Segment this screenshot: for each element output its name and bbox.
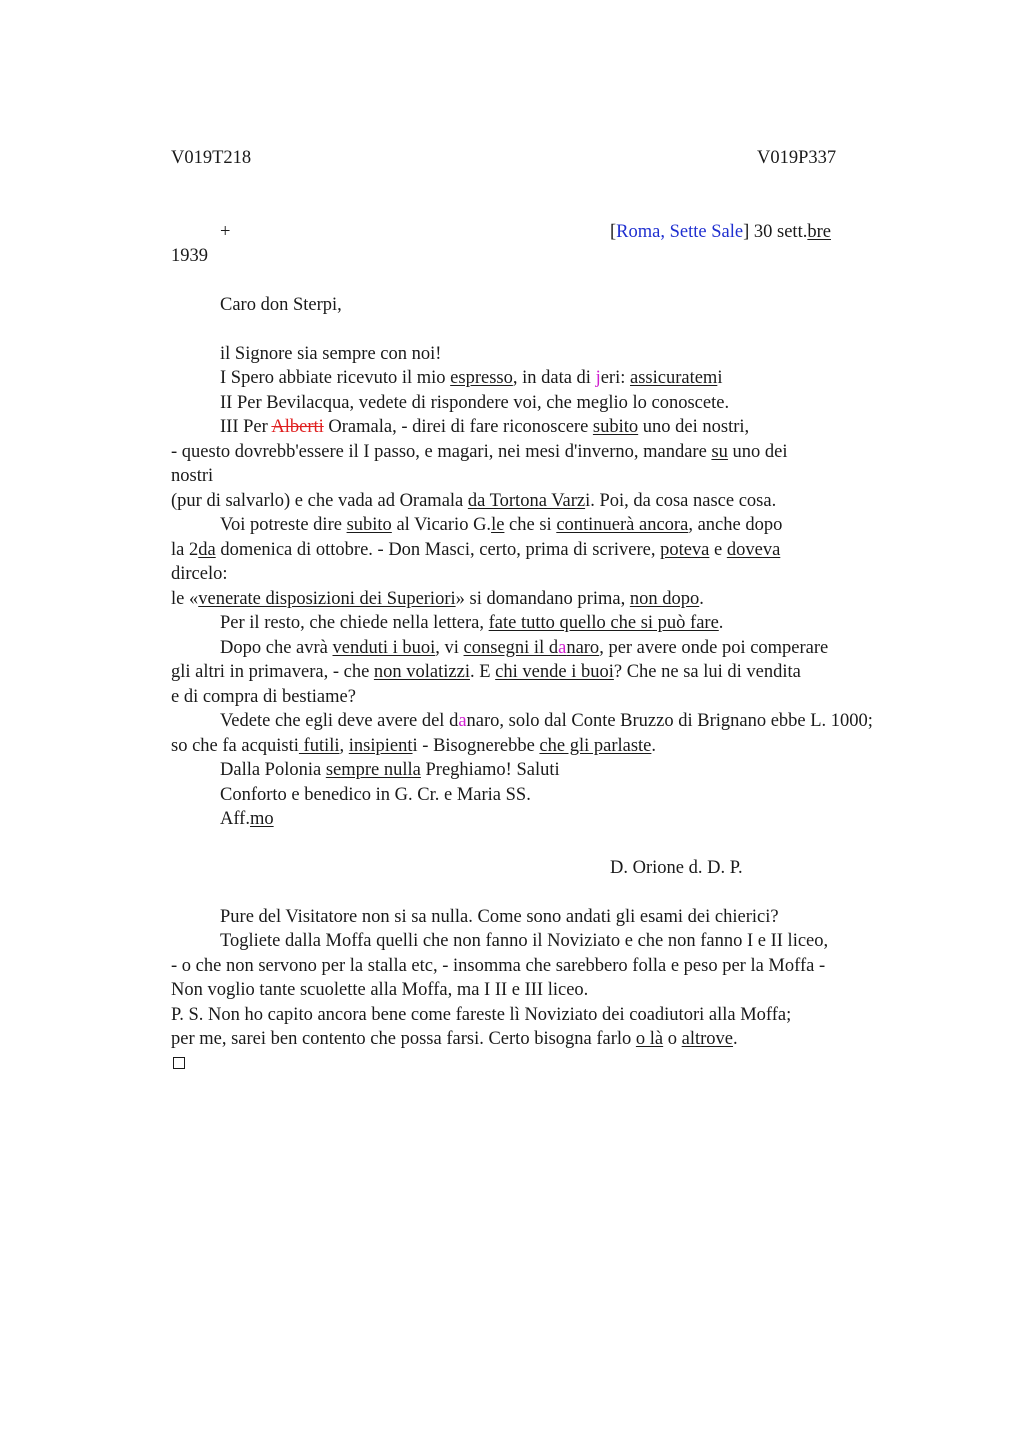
text-fragment: mo bbox=[249, 809, 274, 829]
text-fragment: naro, solo dal Conte Bruzzo di Brignano ebbe L. 1000; bbox=[466, 711, 873, 731]
postscript-line-05: P. S. Non ho capito ancora bene come fareste lì Noviziato dei coadiutori alla Moffa; bbox=[171, 1005, 792, 1025]
letter-line-01: il Signore sia sempre con noi! bbox=[220, 344, 442, 364]
letter-line-20 bbox=[220, 808, 274, 830]
struck-word: Alberti bbox=[271, 417, 324, 437]
text-fragment: III Per bbox=[220, 417, 272, 437]
text-fragment: continuerà ancora bbox=[556, 515, 689, 535]
text-fragment: naro bbox=[566, 638, 600, 658]
letter-line-19: Conforto e benedico in G. Cr. e Maria SS. bbox=[220, 785, 531, 805]
text-fragment: sempre nulla bbox=[325, 760, 421, 780]
header-right-code: V019P337 bbox=[757, 148, 837, 168]
text-fragment: Per il resto, che chiede nella lettera, bbox=[220, 613, 489, 633]
text-fragment: su bbox=[711, 442, 728, 462]
postscript-line-01: Pure del Visitatore non si sa nulla. Come sono andati gli esami dei chierici? bbox=[220, 907, 779, 927]
text-fragment: gli altri in primavera, - che bbox=[171, 662, 374, 682]
place-date-line bbox=[610, 221, 831, 243]
text-fragment: , per avere onde poi comperare bbox=[599, 638, 829, 658]
signature: D. Orione d. D. P. bbox=[610, 858, 743, 878]
text-fragment: , anche dopo bbox=[688, 515, 783, 535]
place-name: Roma, Sette Sale bbox=[616, 222, 744, 242]
text-fragment: Preghiamo! Saluti bbox=[420, 760, 560, 780]
date-superscript: bre bbox=[807, 222, 831, 242]
text-fragment: Oramala, - direi di fare riconoscere bbox=[323, 417, 593, 437]
letter-line-08 bbox=[220, 514, 782, 536]
text-fragment: venduti i buoi bbox=[332, 638, 436, 658]
text-fragment: o là bbox=[635, 1029, 664, 1049]
letter-line-15: e di compra di bestiame? bbox=[171, 687, 356, 707]
text-fragment: Aff. bbox=[220, 809, 250, 829]
text-fragment: » si domandano prima, bbox=[455, 589, 630, 609]
text-fragment: a bbox=[458, 711, 467, 731]
text-fragment: da bbox=[198, 540, 216, 560]
text-fragment: che gli parlaste bbox=[539, 736, 652, 756]
letter-line-10: dircelo: bbox=[171, 564, 228, 584]
letter-line-03: II Per Bevilacqua, vedete di rispondere voi, che meglio lo conoscete. bbox=[220, 393, 730, 413]
text-fragment: so che fa acquisti bbox=[171, 736, 299, 756]
text-fragment: insipient bbox=[348, 736, 413, 756]
text-fragment: Vedete che egli deve avere del d bbox=[220, 711, 459, 731]
text-fragment: le bbox=[491, 515, 505, 535]
text-fragment: . bbox=[651, 736, 657, 756]
letter-line-16 bbox=[220, 710, 873, 732]
text-fragment: . E bbox=[469, 662, 496, 682]
text-fragment: o bbox=[663, 1029, 682, 1049]
text-fragment: e bbox=[709, 540, 727, 560]
text-fragment: uno dei bbox=[727, 442, 788, 462]
header-left-code: V019T218 bbox=[171, 148, 252, 168]
text-fragment: I Spero abbiate ricevuto il mio bbox=[220, 368, 451, 388]
text-fragment: Dalla Polonia bbox=[220, 760, 326, 780]
text-fragment: le « bbox=[171, 589, 199, 609]
text-fragment: domenica di ottobre. - Don Masci, certo, prima di scrivere, bbox=[215, 540, 661, 560]
text-group bbox=[173, 1057, 185, 1069]
postscript-line-02: Togliete dalla Moffa quelli che non fanno il Noviziato e che non fanno I e II liceo, bbox=[220, 931, 829, 951]
text-fragment: da Tortona Varz bbox=[467, 491, 586, 511]
text-fragment: . bbox=[733, 1029, 738, 1049]
text-fragment: non volatizzi bbox=[373, 662, 470, 682]
text-fragment: che si bbox=[504, 515, 557, 535]
end-square-icon bbox=[173, 1052, 185, 1074]
bracket-close: ] bbox=[743, 222, 750, 242]
text-fragment: futili bbox=[298, 736, 340, 756]
text-fragment: chi vende i buoi bbox=[495, 662, 614, 682]
text-fragment: Dopo che avrà bbox=[220, 638, 333, 658]
text-fragment: fate tutto quello che si può fare bbox=[488, 613, 719, 633]
letter-line-11 bbox=[171, 588, 704, 610]
text-fragment: eri: bbox=[600, 368, 630, 388]
text-fragment: . bbox=[699, 589, 704, 609]
text-fragment: uno dei nostri, bbox=[638, 417, 750, 437]
letter-line-18 bbox=[220, 759, 560, 781]
text-fragment: a bbox=[558, 638, 567, 658]
letter-line-05 bbox=[171, 441, 788, 463]
letter-line-12 bbox=[220, 612, 723, 634]
letter-line-06: nostri bbox=[171, 466, 214, 486]
text-fragment: , vi bbox=[435, 638, 464, 658]
text-fragment: i - Bisognerebbe bbox=[412, 736, 540, 756]
postscript-line-06 bbox=[171, 1028, 738, 1050]
text-fragment: per me, sarei ben contento che possa farsi. Certo bisogna farlo bbox=[171, 1029, 636, 1049]
text-fragment: - questo dovrebb'essere il I passo, e magari, nei mesi d'inverno, mandare bbox=[171, 442, 712, 462]
text-fragment: al Vicario G. bbox=[391, 515, 492, 535]
text-fragment: i bbox=[717, 368, 723, 388]
text-fragment: assicuratem bbox=[630, 368, 718, 388]
text-fragment: subito bbox=[592, 417, 639, 437]
date-text: 30 sett. bbox=[749, 222, 808, 242]
text-fragment: subito bbox=[346, 515, 392, 535]
text-fragment: non dopo bbox=[629, 589, 700, 609]
text-fragment: . bbox=[718, 613, 724, 633]
postscript-line-04: Non voglio tante scuolette alla Moffa, ma I II e III liceo. bbox=[171, 980, 589, 1000]
text-fragment: doveva bbox=[726, 540, 781, 560]
text-fragment: (pur di salvarlo) e che vada ad Oramala bbox=[171, 491, 468, 511]
letter-line-14 bbox=[171, 661, 801, 683]
bracket-open: [ bbox=[610, 222, 617, 242]
text-fragment: la 2 bbox=[171, 540, 199, 560]
text-fragment: consegni il d bbox=[463, 638, 559, 658]
text-group bbox=[464, 638, 600, 658]
postscript-line-03: - o che non servono per la stalla etc, - insomma che sarebbero folla e peso per la Moffa - bbox=[171, 956, 826, 976]
letter-line-13 bbox=[220, 637, 828, 659]
text-fragment: ? Che ne sa lui di vendita bbox=[613, 662, 801, 682]
letter-line-09 bbox=[171, 539, 780, 561]
year: 1939 bbox=[171, 246, 208, 266]
text-fragment: j bbox=[595, 368, 601, 388]
letter-line-07 bbox=[171, 490, 776, 512]
text-fragment: , in data di bbox=[512, 368, 596, 388]
text-fragment: espresso bbox=[450, 368, 513, 388]
text-fragment: , bbox=[339, 736, 349, 756]
text-fragment: poteva bbox=[660, 540, 710, 560]
salutation: Caro don Sterpi, bbox=[220, 295, 342, 315]
text-fragment: Voi potreste dire bbox=[220, 515, 347, 535]
letter-line-04 bbox=[220, 416, 749, 438]
text-fragment: venerate disposizioni dei Superiori bbox=[198, 589, 456, 609]
letter-line-02 bbox=[220, 367, 722, 389]
letter-line-17 bbox=[171, 735, 656, 757]
text-fragment: i. Poi, da cosa nasce cosa. bbox=[585, 491, 777, 511]
text-fragment: altrove bbox=[681, 1029, 734, 1049]
cross-symbol: + bbox=[220, 222, 231, 242]
